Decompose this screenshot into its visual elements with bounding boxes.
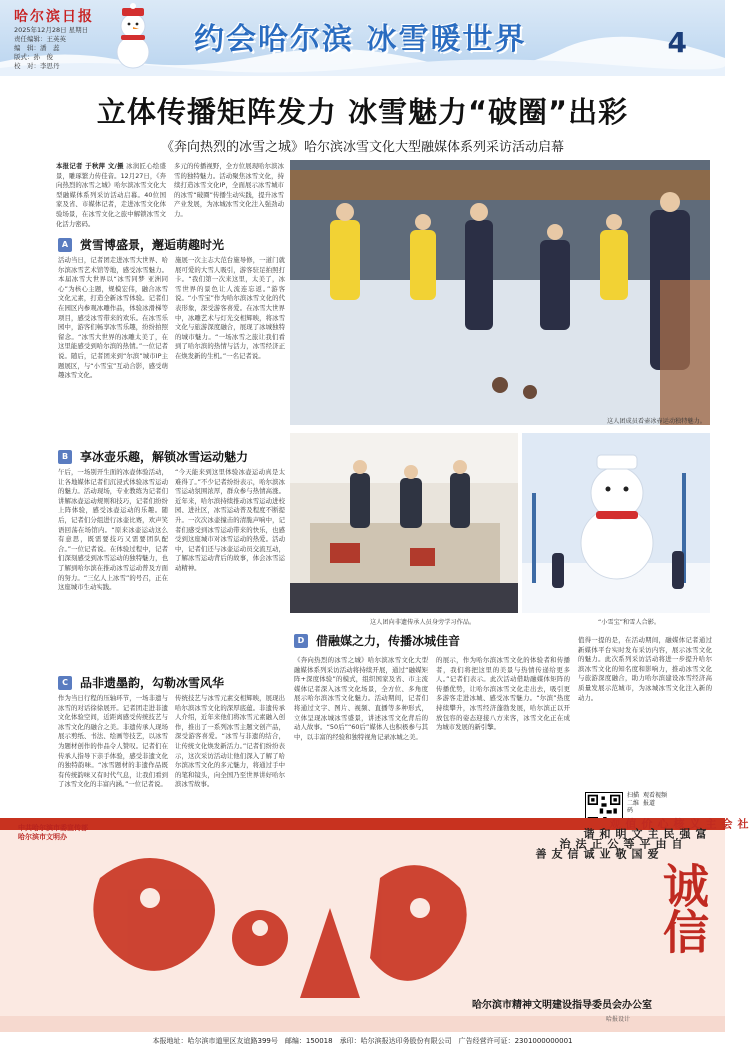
newspaper-logo: 哈尔滨日报 xyxy=(14,9,94,25)
lead-byline: 本报记者 于秋萍 文/摄 xyxy=(56,162,124,170)
ad-sponsor-line1: 中共哈尔滨市委宣传部 xyxy=(18,824,88,832)
page-number: 4 xyxy=(667,26,687,59)
issue-date: 2025年12月28日 星期日 xyxy=(14,26,89,34)
snowman-photo xyxy=(522,433,710,613)
section-c-heading xyxy=(58,674,224,691)
qr-label-scan: 扫描二维码 xyxy=(627,792,640,814)
snowman-icon xyxy=(108,2,158,72)
section-c-mark: C xyxy=(58,676,72,690)
section-a-text: 活动当日，记者团走进冰雪大世界、哈尔滨冰雪艺术馆等地，感受冰雪魅力。本届冰雪大世界以“冰雪同梦 亚洲同心”为核心主题，规模宏伟，融合冰雪文化元素，打造全新冰雪体验。记者们在园区内参观冰雕作品，体验冰滑梯等项目，感受冰雪带来的欢乐。在冰雪乐园中，游客们畅享冰雪乐趣，纷纷拍照留念。“冰雪大世界的冰雕太美了，在这里能感受到哈尔滨的热情。”一位记者说。随后，记者团来到“尔滨”城市IP主题展区，与“小雪宝”互动合影，感受萌趣冰雪文化。 xyxy=(58,256,168,380)
public-service-ad xyxy=(0,818,749,1032)
snowman-photo-caption: “小雪宝”和雪人合影。 xyxy=(598,619,661,626)
section-d-title: 借融媒之力，传播冰城佳音 xyxy=(316,634,461,648)
print-info-line: 本报地址：哈尔滨市道里区友谊路399号 邮编：150018 承印：哈尔滨报达印务股份有限公司 广告经营许可证：2301000000001 xyxy=(152,1037,573,1045)
section-b-text: 午后，一场别开生面的冰壶体验活动，让各地媒体记者们沉浸式体验冰雪运动的魅力。活动现场，专业教练为记者们讲解冰壶运动规则和技巧，记者们纷纷上阵体验，感受冰壶运动的乐趣。随后，记者们分组进行冰壶比赛，欢声笑语回荡在场馆内。“原来冰壶运动这么有意思，既需要技巧又需要团队配合。”一位记者说。在体验过程中，记者们深刻感受到冰雪运动的独特魅力，也了解到哈尔滨在推动冰雪运动普及方面的努力。“三亿人上冰雪”的号召，正在这座城市生动实践。 xyxy=(58,468,168,592)
section-b-text-continued: “今天能来到这里体验冰壶运动真是太难得了。”不少记者纷纷表示，哈尔滨冰雪运动氛围浓厚，群众参与热情高涨。近年来，哈尔滨持续推动冰雪运动进校园、进社区，冰雪运动普及程度不断提升。一次次冰壶撞击的清脆声响中，记者们感受到冰雪运动带来的快乐，也感受到这座城市对冰雪运动的热爱。活动中，记者们还与冰壶运动员交流互动，了解冰雪运动背后的故事，体会冰雪运动精神。 xyxy=(175,468,285,572)
sub-headline: 《奔向热烈的冰雪之城》哈尔滨冰雪文化大型融媒体系列采访活动启幕 xyxy=(160,140,564,155)
section-d-text: 《奔向热烈的冰雪之城》哈尔滨冰雪文化大型融媒体系列采访活动将持续开展，通过“融媒矩阵+深度体验”的模式，组织国家及省、市主流媒体记者深入冰雪文化场景，全方位、多角度展示哈尔滨冰雪文化魅力。活动期间，记者们将通过文字、图片、视频、直播等多种形式，立体呈现冰城冰雪盛景，讲述冰雪文化背后的动人故事。“50后”“60后”媒体人也积极参与其中，以丰富的经验和独特视角记录冰城之美。 xyxy=(294,656,428,741)
ad-sponsor xyxy=(18,824,88,842)
masthead-meta xyxy=(14,26,88,71)
core-values-title: 社会主义核心价值观 xyxy=(608,818,749,835)
ad-organization: 哈尔滨市精神文明建设指导委员会办公室 xyxy=(472,1000,652,1011)
heritage-workshop-photo xyxy=(290,433,518,613)
curling-photo xyxy=(290,160,710,425)
section-b-heading xyxy=(58,448,248,465)
lead-paragraph-continued: 多元的传播视野，全方位展现哈尔滨冰雪的独特魅力。活动聚焦冰雪文化，持续打造冰雪文化IP，全面展示冰雪城市的冰雪“破圈”传播生动实践，提升冰雪产业发展，为冰城冰雪文化注入强劲动力。 xyxy=(174,162,284,218)
section-a-mark: A xyxy=(58,238,72,252)
core-values-col1: 爱国 敬业 诚信 友善 xyxy=(534,848,659,865)
section-d-text-final: 值得一提的是，在活动期间，融媒体记者通过新媒体平台实时发布采访内容，展示冰雪文化的魅力。此次系列采访活动将进一步提升哈尔滨冰雪文化的知名度和影响力，推动冰雪文化与旅游深度融合，助力哈尔滨建设冰雪经济高质量发展示范城市，为冰城冰雪文化注入新的动力。 xyxy=(578,636,712,702)
section-a-heading xyxy=(58,236,224,253)
ad-credit: 哈报设计 xyxy=(606,1016,631,1023)
section-b-title: 享冰壶乐趣，解锁冰雪运动魅力 xyxy=(80,450,249,464)
section-c-text: 作为当日行程的压轴环节，一场非遗与冰雪的对话徐徐展开。记者团走进非遗文化体验空间，近距离感受传统技艺与冰雪文化的融合之美。非遗传承人现场展示剪纸、书法、绘画等技艺，以冰雪为题材创作的作品令人赞叹。记者们在传承人指导下亲手体验，感受非遗文化的独特韵味。“冰雪题材的非遗作品既有传统韵味又有时代气息，让我们看到了冰雪文化的丰富内涵。”一位记者说。 xyxy=(58,694,168,789)
section-d-text-continued: 的展示，作为哈尔滨冰雪文化的体验者和传播者，我们将把这里的美景与热情传递给更多人。”记者们表示。此次活动借助融媒体矩阵的传播优势，让哈尔滨冰雪文化走出去，吸引更多游客走进冰城、感受冰雪魅力。“尔滨”热度持续攀升，冰雪经济蓬勃发展，哈尔滨正以开放包容的姿态迎接八方来客，冰雪文化正在成为城市发展的新引擎。 xyxy=(436,656,570,732)
section-d-heading xyxy=(294,632,460,649)
lead-paragraph xyxy=(56,162,166,242)
ad-sponsor-line2: 哈尔滨市文明办 xyxy=(18,833,67,841)
core-values-col3: 富强 民主 文明 和谐 xyxy=(582,828,707,845)
curling-photo-caption: 这人团成员看壶冰壶运动独特魅力。 xyxy=(607,418,706,425)
heritage-photo-caption: 这人团向非遗传承人员身旁学习作品。 xyxy=(370,619,476,626)
section-a-text-continued: 施展一次主志大范台施导修，一道门就展可爱的大雪人吸引，游客驻足拍照打卡。“我们第一次来这里，太美了，冰雪世界的景色让人流连忘返。”游客说。“小雪宝”作为哈尔滨冰雪文化的代表形象，深受游客喜爱。在冰雪大世界中，冰雕艺术与灯光交相辉映，将冰雪文化与旅游深度融合，展现了冰城独特的城市魅力。“一场冰雪之旅让我们看到了哈尔滨的热情与活力，冰雪经济正在焕发新的生机。”一名记者说。 xyxy=(175,256,285,360)
section-a-title: 赏雪博盛景，邂逅萌趣时光 xyxy=(80,238,225,252)
banner-slogan: 约会哈尔滨 冰雪暖世界 xyxy=(194,22,527,57)
section-c-text-continued: 传统技艺与冰雪元素交相辉映，展现出哈尔滨冰雪文化的深厚底蕴。非遗传承人介绍，近年来他们将冰雪元素融入创作，推出了一系列冰雪主题文创产品，深受游客喜爱。“冰雪与非遗的结合，让传统文化焕发新活力。”记者们纷纷表示，这次采访活动让他们深入了解了哈尔滨冰雪文化的多元魅力，将通过手中的笔和镜头，向全国乃至世界讲好哈尔滨冰雪故事。 xyxy=(175,694,285,789)
editor: 编 辑：潘 蕊 xyxy=(14,44,60,52)
section-b-mark: B xyxy=(58,450,72,464)
designer: 版式：孙 俊 xyxy=(14,53,53,61)
ad-big-word: 诚信 xyxy=(656,862,710,954)
main-headline: 立体传播矩阵发力 冰雪魅力“破圈”出彩 xyxy=(96,95,629,129)
lead-text: 冰润匠心绘盛景，雕琢繁力传佳音。12月27日，《奔向热烈的冰雪之城》哈尔滨冰雪文化大型融媒体系列采访活动启幕。40位国家及省、市媒体记者，走进冰雪文化体验场景，在冰雪文化之旅中解锁冰雪文化活力密码。 xyxy=(56,162,166,228)
qr-label-watch: 观看视频报道 xyxy=(643,792,668,807)
section-c-title: 品非遗墨韵，勾勒冰雪风华 xyxy=(80,676,225,690)
section-d-mark: D xyxy=(294,634,308,648)
proofreader: 校 对：李思丹 xyxy=(14,62,60,70)
responsible-editor: 责任编辑：王英英 xyxy=(14,35,66,43)
core-values-col2: 自由 平等 公正 法治 xyxy=(558,838,683,855)
masthead-banner xyxy=(0,0,725,76)
